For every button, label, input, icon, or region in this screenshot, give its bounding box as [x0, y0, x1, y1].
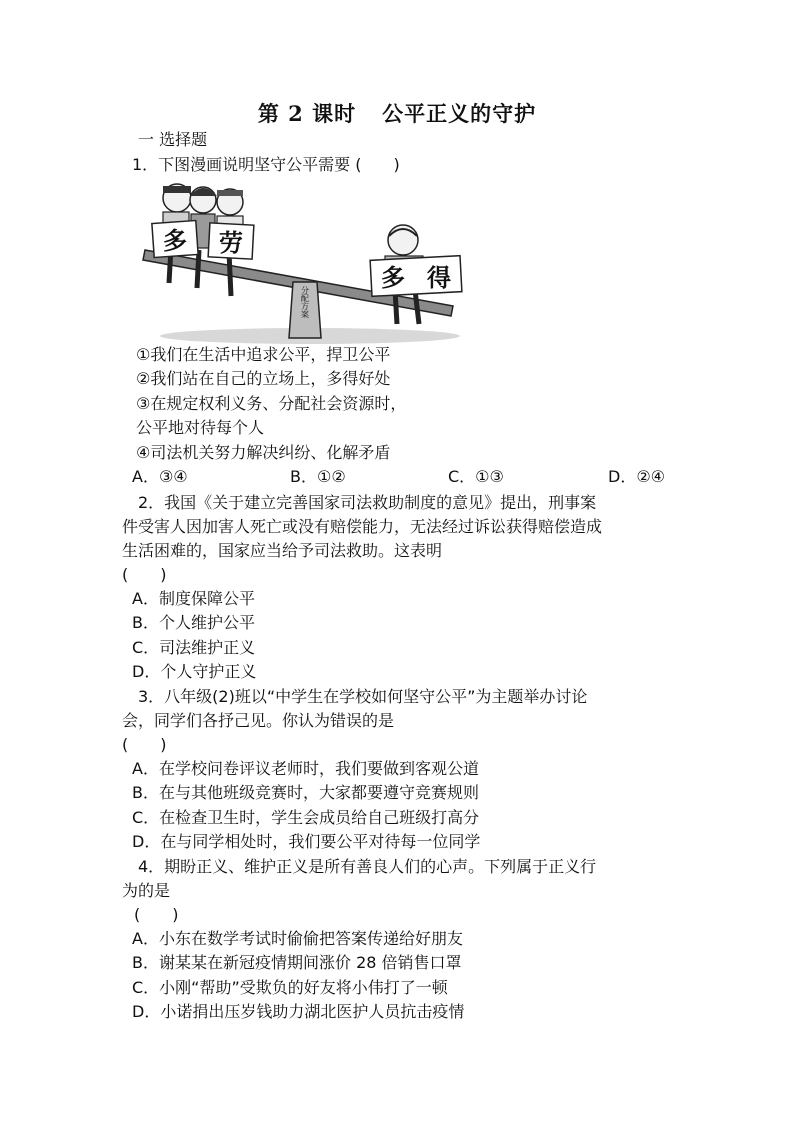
q3-option-a[interactable]: A．在学校问卷评议老师时，我们要做到客观公道 [132, 759, 479, 778]
q1-stem: 1．下图漫画说明坚守公平需要 ( ) [132, 155, 400, 174]
q3-stem-line-2: 会，同学们各抒己见。你认为错误的是 [122, 711, 395, 730]
q3-option-c[interactable]: C．在检查卫生时，学生会成员给自己班级打高分 [132, 808, 480, 827]
q1-item-2: ②我们站在自己的立场上，多得好处 [136, 369, 391, 388]
q2-option-b[interactable]: B．个人维护公平 [132, 613, 255, 632]
section-heading: 一 选择题 [138, 130, 208, 149]
q2-option-c[interactable]: C．司法维护正义 [132, 638, 256, 657]
title-topic: 公平正义的守护 [382, 101, 537, 126]
q4-option-c[interactable]: C．小刚“帮助”受欺负的好友将小伟打了一顿 [132, 978, 448, 997]
q4-stem-line-2: 为的是 [122, 881, 171, 900]
q3-stem-line-1: 3．八年级(2)班以“中学生在学校如何坚守公平”为主题举办讨论 [138, 687, 588, 706]
pillar-label: 分配方案 [300, 286, 310, 318]
sign-lao: 劳 [219, 229, 243, 257]
q2-answer-blank: ( ) [122, 565, 167, 584]
page-title [0, 98, 794, 128]
q4-answer-blank: ( ) [134, 905, 179, 924]
q4-stem-line-1: 4．期盼正义、维护正义是所有善良人们的心声。下列属于正义行 [138, 857, 597, 876]
q2-option-d[interactable]: D．个人守护正义 [132, 662, 257, 681]
q1-item-3-cont: 公平地对待每个人 [136, 418, 265, 437]
sign-de: 得 [427, 264, 451, 292]
q1-option-d[interactable]: D．②④ [608, 467, 666, 486]
q2-stem-line-3: 生活困难的，国家应当给予司法救助。这表明 [122, 541, 443, 560]
q3-option-b[interactable]: B．在与其他班级竞赛时，大家都要遵守竞赛规则 [132, 783, 479, 802]
q2-stem-line-2: 件受害人因加害人死亡或没有赔偿能力，无法经过诉讼获得赔偿造成 [122, 517, 603, 536]
q4-option-b[interactable]: B．谢某某在新冠疫情期间涨价 28 倍销售口罩 [132, 953, 462, 972]
seesaw-cartoon [135, 178, 465, 346]
sign-duo-left: 多 [163, 227, 187, 255]
q3-option-d[interactable]: D．在与同学相处时，我们要公平对待每一位同学 [132, 832, 481, 851]
q1-option-b[interactable]: B．①② [290, 467, 346, 486]
sign-duo-right: 多 [381, 264, 405, 292]
q1-item-1: ①我们在生活中追求公平，捍卫公平 [136, 345, 391, 364]
title-lesson: 第 2 课时 [257, 101, 357, 126]
q1-option-c[interactable]: C．①③ [448, 467, 504, 486]
q2-stem-line-1: 2．我国《关于建立完善国家司法救助制度的意见》提出，刑事案 [138, 493, 597, 512]
q1-item-4: ④司法机关努力解决纠纷、化解矛盾 [136, 443, 391, 462]
q1-option-a[interactable]: A．③④ [132, 467, 188, 486]
q4-option-d[interactable]: D．小诺捐出压岁钱助力湖北医护人员抗击疫情 [132, 1002, 465, 1021]
q1-item-3: ③在规定权利义务、分配社会资源时， [136, 394, 407, 413]
q4-option-a[interactable]: A．小东在数学考试时偷偷把答案传递给好朋友 [132, 929, 463, 948]
q2-option-a[interactable]: A．制度保障公平 [132, 589, 255, 608]
q3-answer-blank: ( ) [122, 735, 167, 754]
